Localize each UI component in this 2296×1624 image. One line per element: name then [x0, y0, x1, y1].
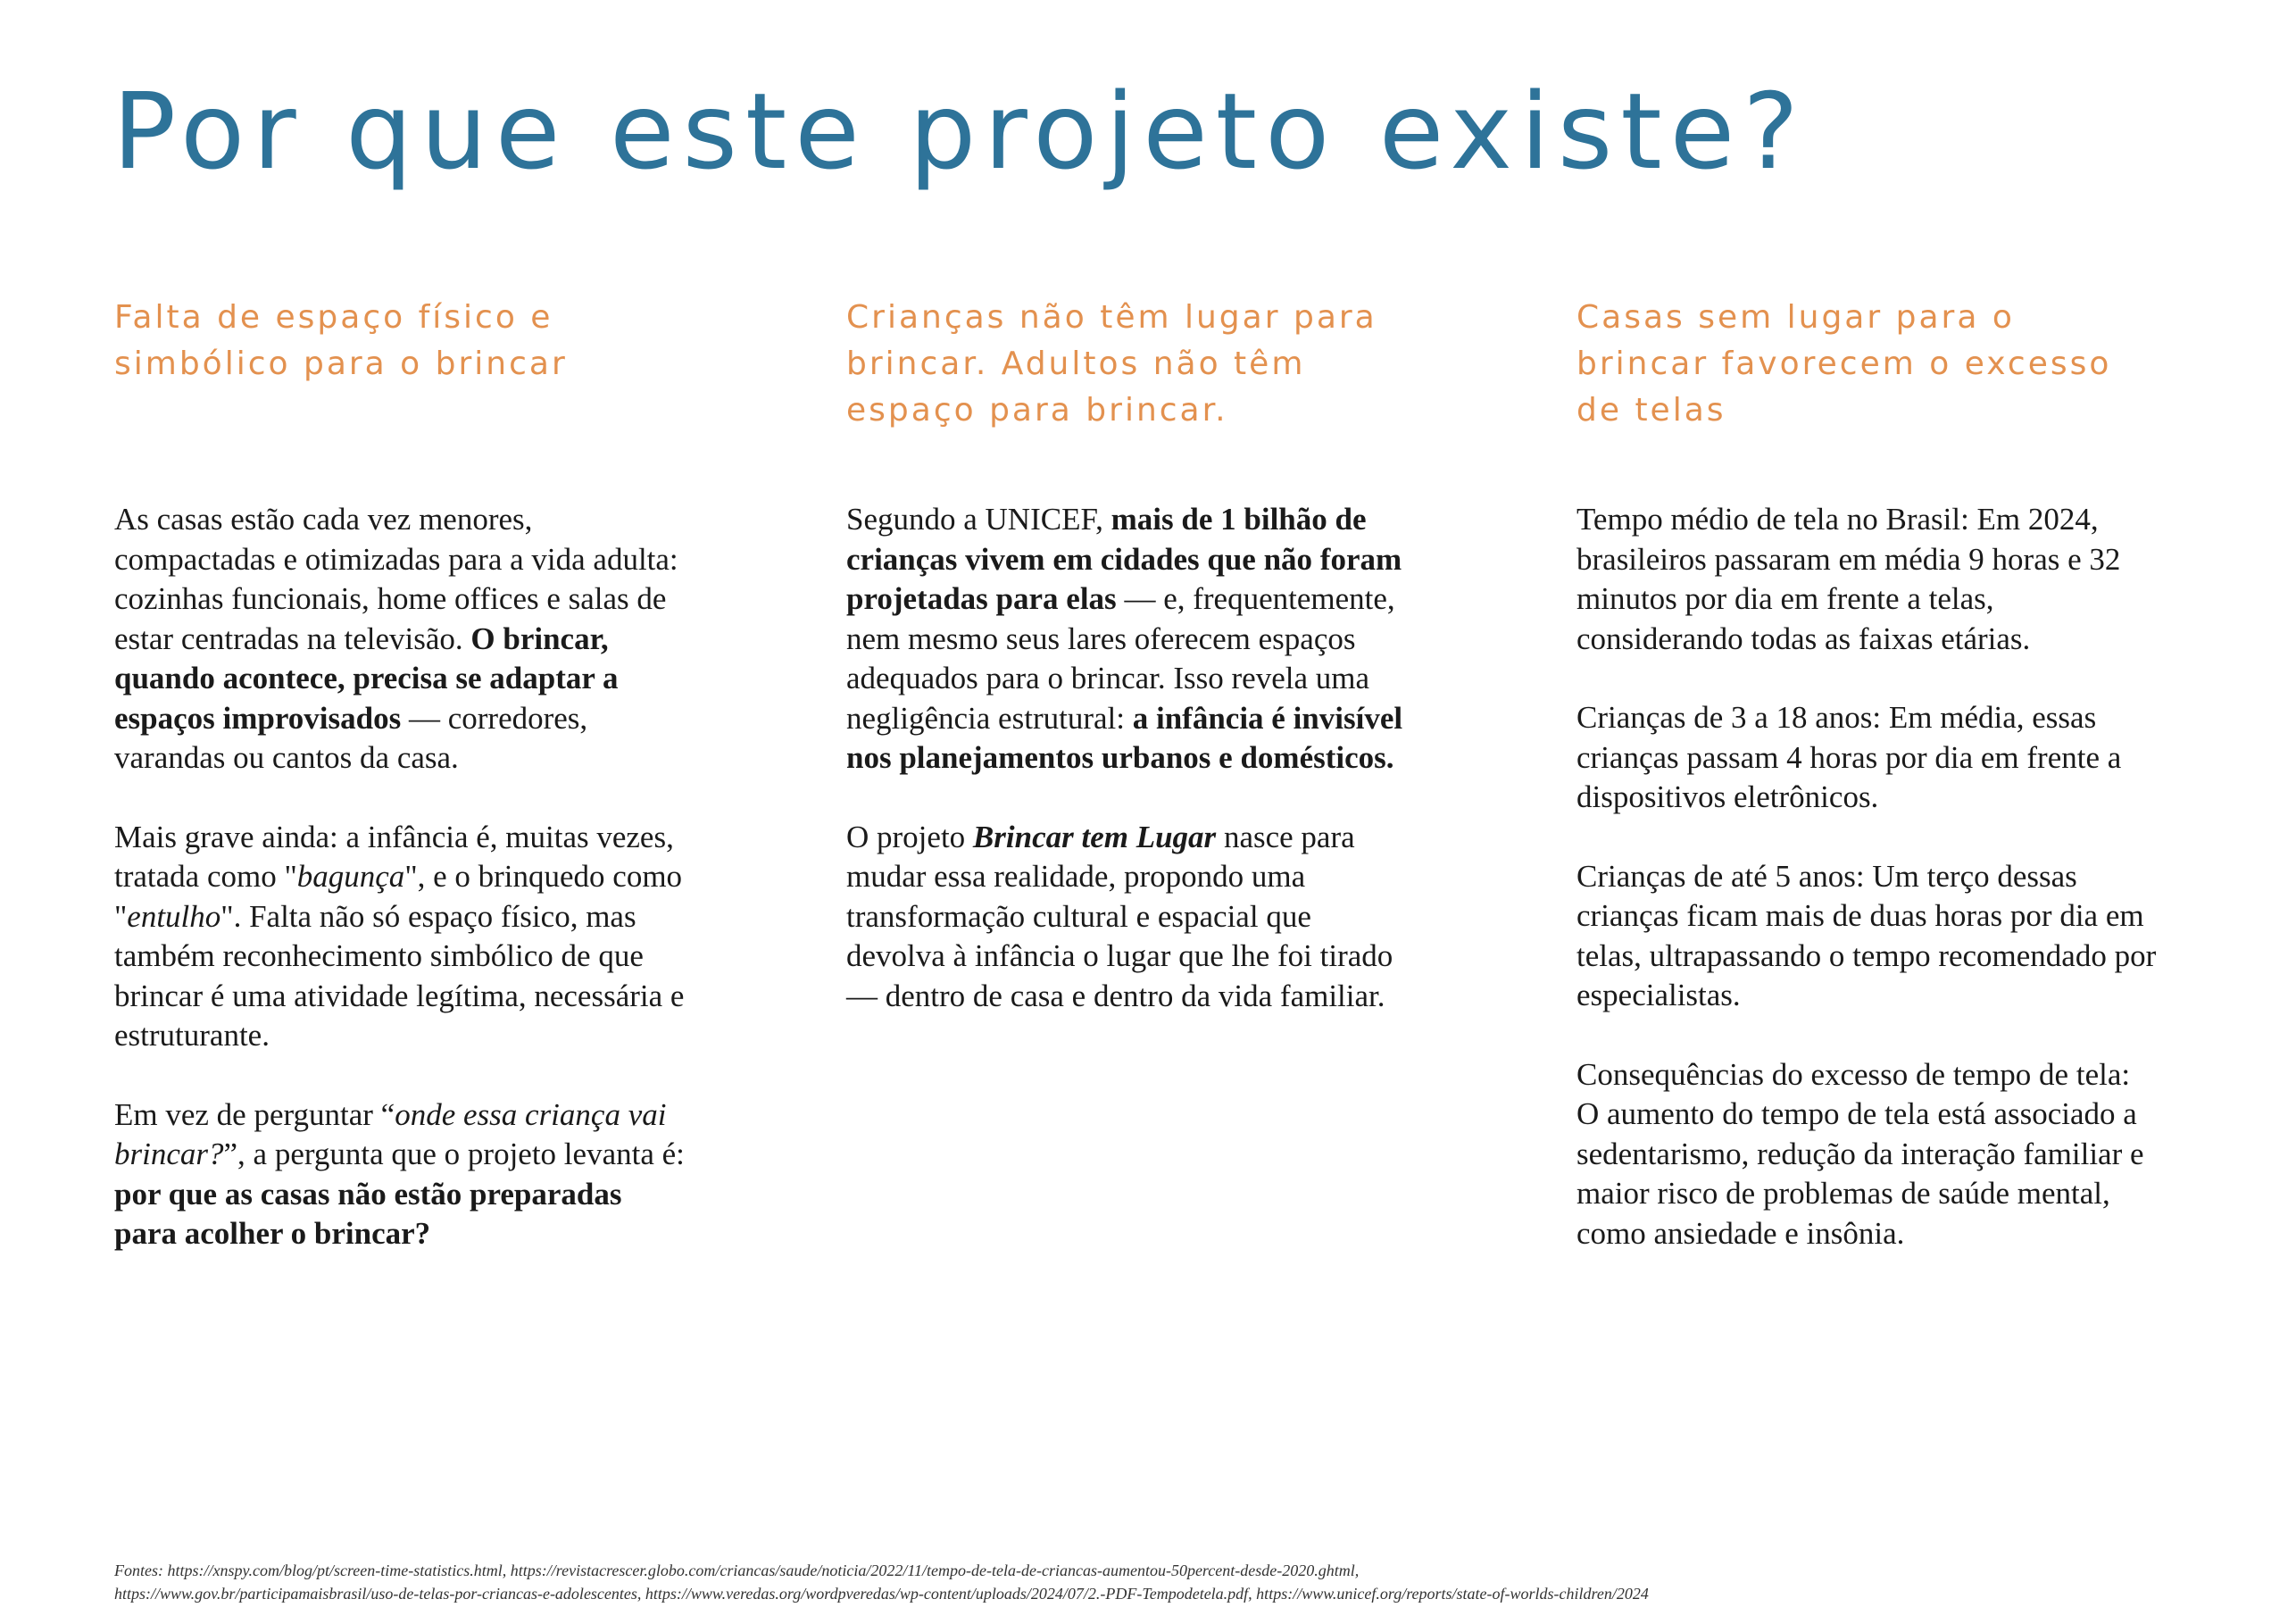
sources-line: Fontes: https://xnspy.com/blog/pt/screen-time-statistics.html, https://revistacrescer.globo.com/criancas/saude/noticia/2022/11/tempo-de-tela-de-criancas-aumentou-50percent-desde-2020.ghtml,: [114, 1562, 1360, 1579]
body-paragraph: [1576, 857, 2157, 1016]
text-run: Tempo médio de tela no Brasil: Em 2024, brasileiros passaram em média 9 horas e 32 minutos por dia em frente a telas, considerando todas as faixas etárias.: [1576, 502, 2121, 656]
column-no-place-to-play: [846, 295, 1427, 1055]
text-run: ”, a pergunta que o projeto levanta é:: [223, 1137, 685, 1171]
body-paragraph: [846, 818, 1418, 1017]
text-run: Crianças de 3 a 18 anos: Em média, essas crianças passam 4 horas por dia em frente a dispositivos eletrônicos.: [1576, 700, 2122, 814]
body-paragraph: [846, 500, 1418, 779]
body-paragraph: [114, 818, 686, 1056]
text-run: O brincar, quando acontece, precisa se adaptar a espaços improvisados: [114, 620, 619, 736]
text-run: Mais grave ainda: a infância é, muitas vezes, tratada como ": [114, 819, 674, 894]
column-heading: Falta de espaço físico e simbólico para o brincar: [114, 299, 568, 382]
body-paragraph: [1576, 698, 2157, 818]
text-run: onde essa criança vai brincar?: [114, 1096, 667, 1171]
text-run: Brincar tem Lugar: [972, 819, 1217, 854]
text-run: As casas estão cada vez menores, compactadas e otimizadas para a vida adulta: cozinhas funcionais, home offices e salas de estar centradas na televisão.: [114, 502, 678, 656]
sources-footnote: [114, 1559, 2167, 1605]
text-run: — corredores, varandas ou cantos da casa.: [114, 700, 588, 775]
text-run: bagunça: [296, 859, 405, 894]
text-run: por que as casas não estão preparadas para acolher o brincar?: [114, 1176, 622, 1251]
text-run: a infância é invisível nos planejamentos urbanos e domésticos.: [846, 700, 1403, 775]
text-run: nasce para mudar essa realidade, propondo uma transformação cultural e espacial que devolva à infância o lugar que lhe foi tirado — dentro de casa e dentro da vida familiar.: [846, 819, 1393, 1013]
body-paragraph: [114, 500, 686, 779]
body-paragraph: [1576, 500, 2157, 659]
column-heading: Crianças não têm lugar para brincar. Adultos não têm espaço para brincar.: [846, 299, 1377, 429]
body-paragraph: [1576, 1055, 2157, 1254]
text-run: O projeto: [846, 819, 973, 854]
page-title: Por que este projeto existe?: [112, 70, 1807, 193]
column-heading: Casas sem lugar para o brincar favorecem o excesso de telas: [1576, 299, 2112, 429]
sources-line: https://www.gov.br/participamaisbrasil/uso-de-telas-por-criancas-e-adolescentes, https://www.veredas.org/wordpveredas/wp-content/uploads/2024/07/2.-PDF-Tempodetela.pdf, https://www.unicef.org/reports/state-of-worlds-children/2024: [114, 1585, 1649, 1603]
text-run: Consequências do excesso de tempo de tela: O aumento do tempo de tela está associado a sedentarismo, redução da interação familiar e maior risco de problemas de saúde mental, como ansiedade e insônia.: [1576, 1056, 2144, 1251]
text-run: ". Falta não só espaço físico, mas também reconhecimento simbólico de que brincar é uma atividade legítima, necessária e estruturante.: [114, 898, 685, 1053]
text-run: ", e o brinquedo como ": [114, 859, 683, 934]
text-run: — e, frequentemente, nem mesmo seus lares oferecem espaços adequados para o brincar. Isso revela uma negligência estrutural:: [846, 581, 1395, 736]
body-paragraph: [114, 1095, 686, 1254]
text-run: entulho: [127, 898, 221, 934]
text-run: Segundo a UNICEF,: [846, 502, 1111, 537]
column-screen-time: [1576, 295, 2157, 1293]
text-run: Em vez de perguntar “: [114, 1096, 395, 1132]
column-physical-space: [114, 295, 695, 1294]
text-run: Crianças de até 5 anos: Um terço dessas crianças ficam mais de duas horas por dia em telas, ultrapassando o tempo recomendado por especialistas.: [1576, 858, 2157, 1012]
text-run: mais de 1 bilhão de crianças vivem em cidades que não foram projetadas para elas: [846, 502, 1402, 616]
